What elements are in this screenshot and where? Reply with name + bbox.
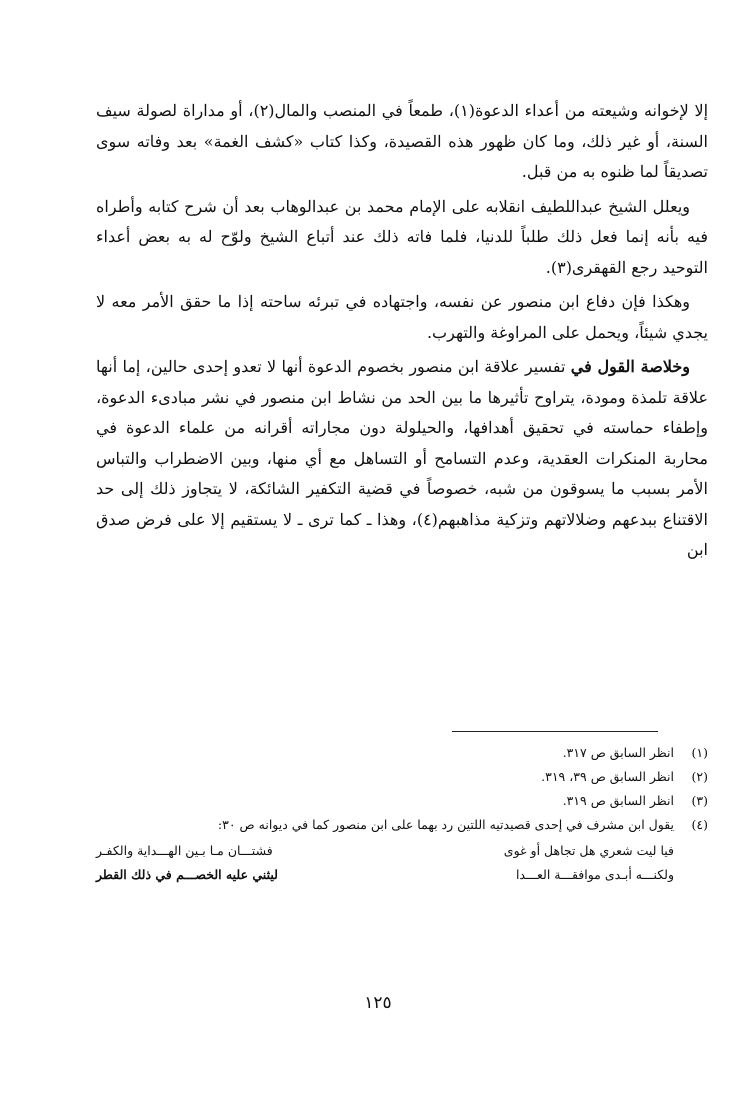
footnote-number: (٤): [691, 817, 708, 832]
page-number: ١٢٥: [364, 993, 392, 1013]
paragraph-1: إلا لإخوانه وشيعته من أعداء الدعوة(١)، طمعاً في المنصب والمال(٢)، أو مداراة لصولة سيف السنة، أو غير ذلك، وما كان ظهور هذه القصيدة، وكذا كتاب «كشف الغمة» بعد وفاته سوى تصديقاً لما ظنوه به من قبل.: [96, 101, 709, 181]
footnote-text: انظر السابق ص ٣٩، ٣١٩.: [541, 769, 674, 784]
footnote-separator: [452, 731, 658, 732]
paragraph-2: ويعلل الشيخ عبداللطيف انقلابه على الإمام محمد بن عبدالوهاب بعد أن شرح كتابه وأطراه فيه بأنه إنما فعل ذلك طلباً للدنيا، فلما فاته ذلك عند أتباع الشيخ ولوّح له به بعض أعداء التوحيد رجع القهقرى(٣).: [96, 196, 708, 277]
paragraph-4: [96, 352, 708, 566]
footnote-1: [96, 741, 708, 765]
footnote-3: [96, 789, 708, 813]
footnote-text: يقول ابن مشرف في إحدى قصيدتيه اللتين رد بهما على ابن منصور كما في ديوانه ص ٣٠:: [217, 817, 674, 832]
poem: [96, 839, 708, 887]
footnote-number: (٢): [691, 769, 708, 784]
footnote-text: انظر السابق ص ٣١٧.: [562, 745, 674, 760]
verse-hemistich: فشتـــان مـا بـين الهـــداية والكفـر: [96, 843, 273, 858]
footnotes: [96, 741, 708, 887]
poem-verse-2: [96, 863, 674, 887]
footnote-number: (٣): [691, 793, 708, 808]
footnote-text: انظر السابق ص ٣١٩.: [562, 793, 674, 808]
paragraph-3: وهكذا فإن دفاع ابن منصور عن نفسه، واجتهاده في تبرئه ساحته إذا ما حقق الأمر معه لا يجدي شيئاً، ويحمل على المراوغة والتهرب.: [96, 292, 708, 342]
footnote-2: [96, 765, 708, 789]
verse-hemistich: ولكنـــه أبـدى موافقـــة العـــدا: [515, 867, 674, 882]
footnote-4: [96, 813, 708, 837]
verse-hemistich: ليثني عليه الخصـــم في ذلك القطر: [96, 867, 278, 882]
poem-verse-1: [96, 839, 674, 863]
footnote-number: (١): [691, 745, 708, 760]
verse-hemistich: فيا ليت شعري هل تجاهل أو غوى: [503, 843, 674, 858]
paragraph-4-lead: وخلاصة القول في: [570, 357, 690, 376]
paragraph-4-text: تفسير علاقة ابن منصور بخصوم الدعوة أنها لا تعدو إحدى حالين، إما أنها علاقة تلمذة ومودة، يتراوح تأثيرها ما بين الحد من نشاط ابن منصور في نشر مبادىء الدعوة، وإطفاء حماسته في تحقيق أهدافها، والحيلولة دون مجاراته أقرانه من علماء الدعوة في محاربة المنكرات العقدية، وعدم التسامح أو التساهل مع أي منها، وبين الاضطراب والتباس الأمر بسبب ما يسوقون من شبه، خصوصاً في قضية التكفير الشائكة، لا يتجاوز ذلك إلى حد الاقتناع ببدعهم وضلالاتهم وتزكية مذاهبهم(٤)، وهذا ـ كما ترى ـ لا يستقيم إلا على فرض صدق ابن: [96, 357, 709, 559]
main-text: [96, 96, 708, 570]
